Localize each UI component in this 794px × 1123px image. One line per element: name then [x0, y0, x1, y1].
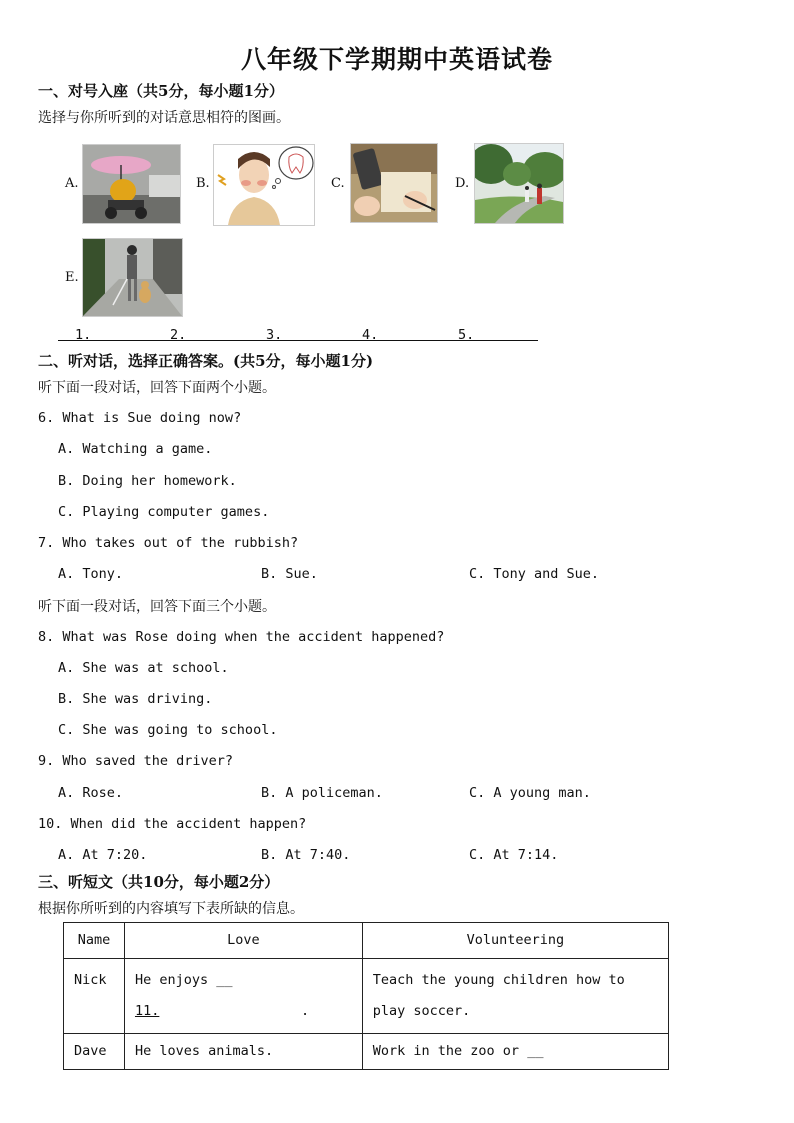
q9-option-c[interactable]: C. A young man. [469, 785, 591, 801]
table-row [64, 1034, 669, 1070]
picture-a-label: A. [65, 176, 79, 191]
info-table [63, 922, 669, 1070]
cell-name: Dave [64, 1034, 125, 1070]
answer-blank-2[interactable]: 2. [170, 327, 187, 343]
page-title: 八年级下学期期中英语试卷 [240, 45, 553, 74]
table-row [64, 959, 669, 1034]
q8-option-c[interactable]: C. She was going to school. [58, 722, 278, 738]
q8-option-b[interactable]: B. She was driving. [58, 691, 213, 707]
q7-option-b[interactable]: B. Sue. [261, 566, 318, 582]
q10-option-b[interactable]: B. At 7:40. [261, 847, 351, 863]
answer-blank-4[interactable]: 4. [362, 327, 379, 343]
guide-dog-icon [83, 239, 182, 316]
section2-instruction-1: 听下面一段对话，回答下面两个小题。 [38, 380, 276, 396]
picture-e-image [82, 238, 183, 317]
section1-instruction: 选择与你所听到的对话意思相符的图画。 [38, 110, 290, 126]
question-8: 8. What was Rose doing when the accident happened? [38, 629, 445, 645]
answer-blank-1[interactable]: 1. [75, 327, 92, 343]
q9-option-a[interactable]: A. Rose. [58, 785, 124, 801]
q10-option-c[interactable]: C. At 7:14. [469, 847, 559, 863]
section3-heading: 三、听短文（共10分，每小题2分） [38, 873, 280, 891]
section2-heading: 二、听对话，选择正确答案。(共5分，每小题1分) [38, 352, 374, 370]
table-header-row [64, 923, 669, 959]
q6-option-a[interactable]: A. Watching a game. [58, 441, 213, 457]
q8-option-a[interactable]: A. She was at school. [58, 660, 229, 676]
q7-option-a[interactable]: A. Tony. [58, 566, 124, 582]
love-text: He enjoys __ [134, 972, 233, 988]
picture-d-label: D. [455, 176, 470, 191]
question-6: 6. What is Sue doing now? [38, 410, 242, 426]
q7-option-c[interactable]: C. Tony and Sue. [469, 566, 600, 582]
section3-instruction: 根据你所听到的内容填写下表所缺的信息。 [38, 901, 304, 917]
cell-volunteering: Work in the zoo or __ [362, 1034, 668, 1070]
header-name: Name [64, 923, 125, 959]
question-9: 9. Who saved the driver? [38, 753, 234, 769]
cell-volunteering: Teach the young children how to play soccer. [362, 959, 668, 1034]
park-walk-icon [475, 144, 563, 223]
picture-c-image [350, 143, 438, 223]
q10-option-a[interactable]: A. At 7:20. [58, 847, 148, 863]
section1-heading: 一、对号入座（共5分，每小题1分） [38, 82, 284, 100]
header-volunteering: Volunteering [362, 923, 668, 959]
writing-letter-icon [351, 144, 437, 222]
question-7: 7. Who takes out of the rubbish? [38, 535, 299, 551]
section2-instruction-2: 听下面一段对话，回答下面三个小题。 [38, 599, 276, 615]
answer-blank-3[interactable]: 3. [266, 327, 283, 343]
q6-option-b[interactable]: B. Doing her homework. [58, 473, 237, 489]
q6-option-c[interactable]: C. Playing computer games. [58, 504, 270, 520]
q9-option-b[interactable]: B. A policeman. [261, 785, 383, 801]
blank-11-period: . [300, 1003, 310, 1019]
cell-name: Nick [64, 959, 125, 1034]
answer-blank-11[interactable] [135, 996, 352, 1027]
header-love: Love [124, 923, 362, 959]
rain-scooter-icon [83, 145, 180, 223]
picture-b-label: B. [196, 176, 210, 191]
answer-blank-5[interactable]: 5. [458, 327, 475, 343]
blank-11-number: 11. [134, 1003, 160, 1019]
question-10: 10. When did the accident happen? [38, 816, 307, 832]
picture-d-image [474, 143, 564, 224]
picture-a-image [82, 144, 181, 224]
cell-love: He loves animals. [124, 1034, 362, 1070]
picture-c-label: C. [331, 176, 345, 191]
picture-b-image [213, 144, 315, 226]
picture-e-label: E. [65, 270, 79, 285]
toothache-icon [214, 145, 314, 225]
cell-love [124, 959, 362, 1034]
